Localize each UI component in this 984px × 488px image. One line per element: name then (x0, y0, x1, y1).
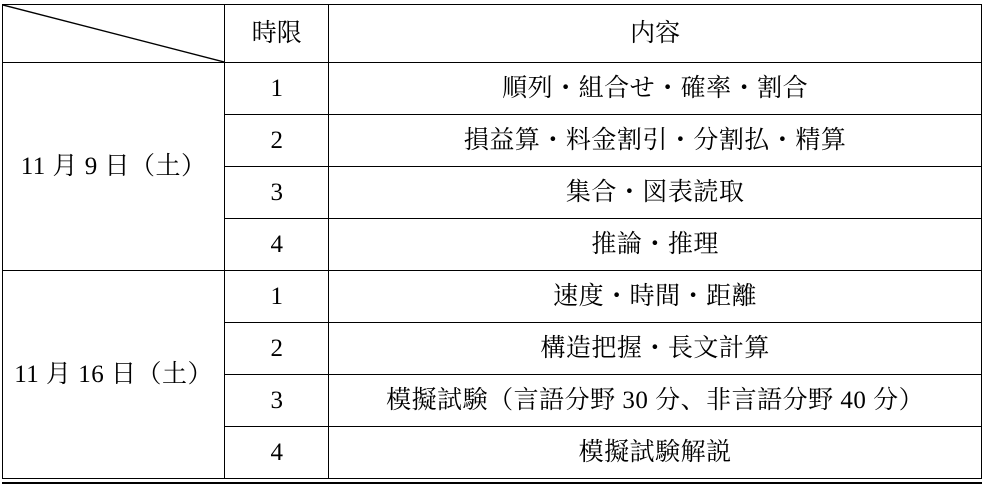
period-cell: 3 (225, 375, 329, 427)
content-cell: 順列・組合せ・確率・割合 (329, 63, 982, 115)
schedule-sheet (0, 4, 984, 488)
diagonal-line-icon (3, 5, 224, 62)
content-cell: 損益算・料金割引・分割払・精算 (329, 115, 982, 167)
content-cell: 模擬試験（言語分野 30 分、非言語分野 40 分） (329, 375, 982, 427)
schedule-table (2, 4, 982, 479)
table-row (3, 63, 982, 115)
content-cell: 推論・推理 (329, 219, 982, 271)
period-cell: 2 (225, 115, 329, 167)
date-cell-group-1: 11 月 9 日（土） (3, 63, 225, 271)
content-cell: 速度・時間・距離 (329, 271, 982, 323)
period-cell: 2 (225, 323, 329, 375)
table-header-row (3, 5, 982, 63)
header-period: 時限 (225, 5, 329, 63)
period-cell: 3 (225, 167, 329, 219)
content-cell: 集合・図表読取 (329, 167, 982, 219)
table-row (3, 271, 982, 323)
date-cell-group-2: 11 月 16 日（土） (3, 271, 225, 479)
header-content: 内容 (329, 5, 982, 63)
period-cell: 1 (225, 63, 329, 115)
content-cell: 構造把握・長文計算 (329, 323, 982, 375)
corner-diagonal-cell (3, 5, 225, 63)
content-cell: 模擬試験解説 (329, 427, 982, 479)
period-cell: 1 (225, 271, 329, 323)
period-cell: 4 (225, 427, 329, 479)
period-cell: 4 (225, 219, 329, 271)
